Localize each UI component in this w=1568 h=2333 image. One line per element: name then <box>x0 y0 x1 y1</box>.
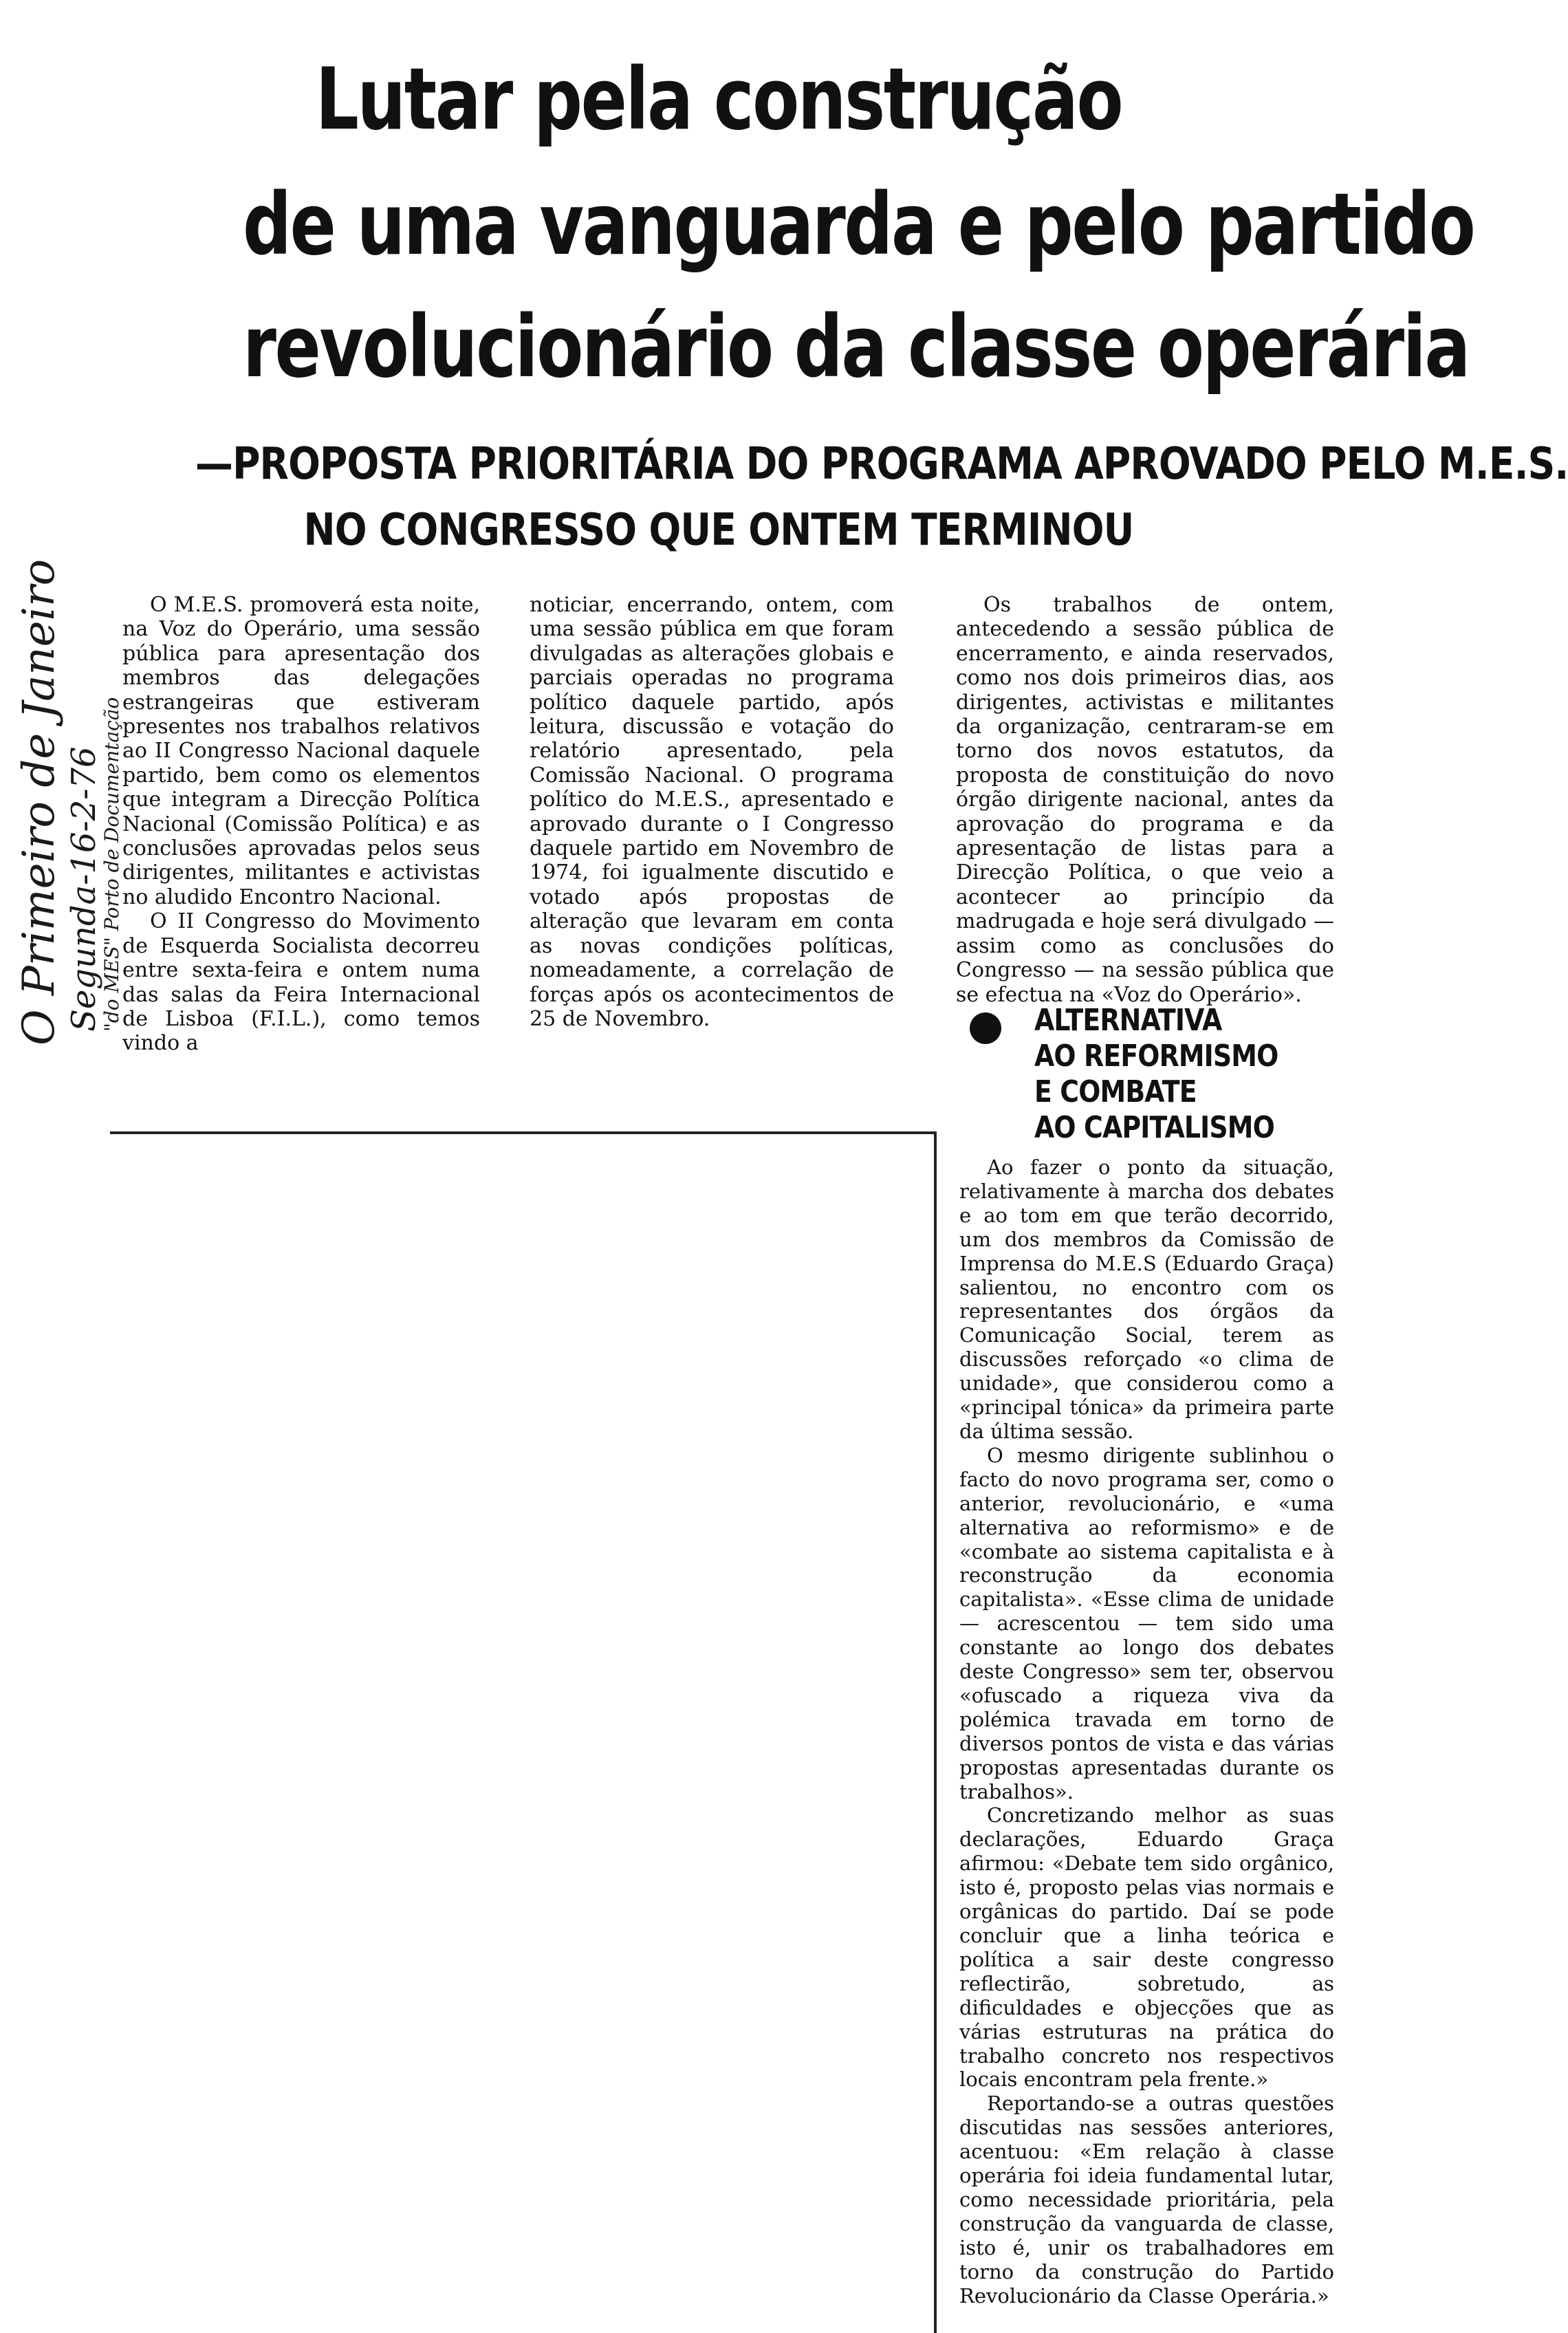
vertical-rule <box>934 1131 937 2333</box>
section-title: ALTERNATIVA AO REFORMISMO E COMBATE AO CAPITALISMO <box>1034 1003 1278 1145</box>
bullet-dot-icon <box>970 1012 1001 1044</box>
paragraph: O II Congresso do Movimento de Esquerda Socialista decorreu entre sexta-feira e ontem numa das salas da Feira Internacional de Lisboa (F.I.L.), como temos vindo a <box>122 909 480 1056</box>
headline-line-3: revolucionário da classe operária <box>243 298 1469 397</box>
article-column-2 <box>530 593 894 1031</box>
headline-line-1: Lutar pela construção <box>315 50 1122 149</box>
section-heading <box>963 1003 1334 1154</box>
annotation-place: "do MES" Porto de Documentação <box>100 697 123 1032</box>
paragraph: Concretizando melhor as suas declarações, Eduardo Graça afirmou: «Debate tem sido orgânico, isto é, proposto pelas vias normais e orgânicas do partido. Daí se pode concluir que a linha teórica e política a sair deste congresso reflectirão, sobretudo, as dificuldades e objecções que as várias estruturas na prática do trabalho concreto nos respectivos locais encontram pela frente.» <box>959 1803 1334 2092</box>
paragraph: Reportando-se a outras questões discutidas nas sessões anteriores, acentuou: «Em relação à classe operária foi ideia fundamental lutar, como necessidade prioritária, pela construção da vanguarda de classe, isto é, unir os trabalhadores em torno da construção do Partido Revolucionário da Classe Operária.» <box>959 2092 1334 2308</box>
article-column-1 <box>122 593 480 1056</box>
annotation-date: Segunda-16-2-76 <box>65 746 103 1032</box>
subheadline-line-1: —PROPOSTA PRIORITÁRIA DO PROGRAMA APROVADO PELO M.E.S. <box>195 439 1568 490</box>
headline-line-2: de uma vanguarda e pelo partido <box>243 175 1474 274</box>
paragraph: O M.E.S. promoverá esta noite, na Voz do Operário, uma sessão pública para apresentação dos membros das delegações estrangeiras que estiveram presentes nos trabalhos relativos ao II Congresso Nacional daquele partido, bem como os elementos que integram a Direcção Política Nacional (Comissão Política) e as conclusões aprovadas pelos seus dirigentes, militantes e activistas no aludido Encontro Nacional. <box>122 593 480 909</box>
article-column-3 <box>956 593 1334 1007</box>
annotation-publication: O Primeiro de Janeiro <box>14 558 65 1045</box>
paragraph: Ao fazer o ponto da situação, relativamente à marcha dos debates e ao tom em que terão decorrido, um dos membros da Comissão de Imprensa do M.E.S (Eduardo Graça) salientou, no encontro com os representantes dos órgãos da Comunicação Social, terem as discussões reforçado «o clima de unidade», que considerou como a «principal tónica» da primeira parte da última sessão. <box>959 1155 1334 1443</box>
handwritten-annotation <box>6 69 123 1045</box>
paragraph: O mesmo dirigente sublinhou o facto do novo programa ser, como o anterior, revolucionário, e «uma alternativa ao reformismo» e de «combate ao sistema capitalista e à reconstrução da economia capitalista». «Esse clima de unidade — acrescentou — tem sido uma constante ao longo dos debates deste Congresso» sem ter, observou «ofuscado a riqueza viva da polémica travada em torno de diversos pontos de vista e das várias propostas apresentadas durante os trabalhos». <box>959 1443 1334 1803</box>
subheadline-line-2: NO CONGRESSO QUE ONTEM TERMINOU <box>303 505 1134 556</box>
paragraph: noticiar, encerrando, ontem, com uma sessão pública em que foram divulgadas as alterações globais e parciais operadas no programa político daquele partido, após leitura, discussão e votação do relatório apresentado, pela Comissão Nacional. O programa político do M.E.S., apresentado e aprovado durante o I Congresso daquele partido em Novembro de 1974, foi igualmente discutido e votado após propostas de alteração que levaram em conta as novas condições políticas, nomeadamente, a correlação de forças após os acontecimentos de 25 de Novembro. <box>530 593 894 1031</box>
horizontal-rule <box>110 1131 935 1134</box>
article-column-4 <box>959 1155 1334 2308</box>
paragraph: Os trabalhos de ontem, antecedendo a sessão pública de encerramento, e ainda reservados, como nos dois primeiros dias, aos dirigentes, activistas e militantes da organização, centraram-se em torno dos novos estatutos, da proposta de constituição do novo órgão dirigente nacional, antes da aprovação do programa e da apresentação de listas para a Direcção Política, o que veio a acontecer ao princípio da madrugada e hoje será divulgado — assim como as conclusões do Congresso — na sessão pública que se efectua na «Voz do Operário». <box>956 593 1334 1007</box>
